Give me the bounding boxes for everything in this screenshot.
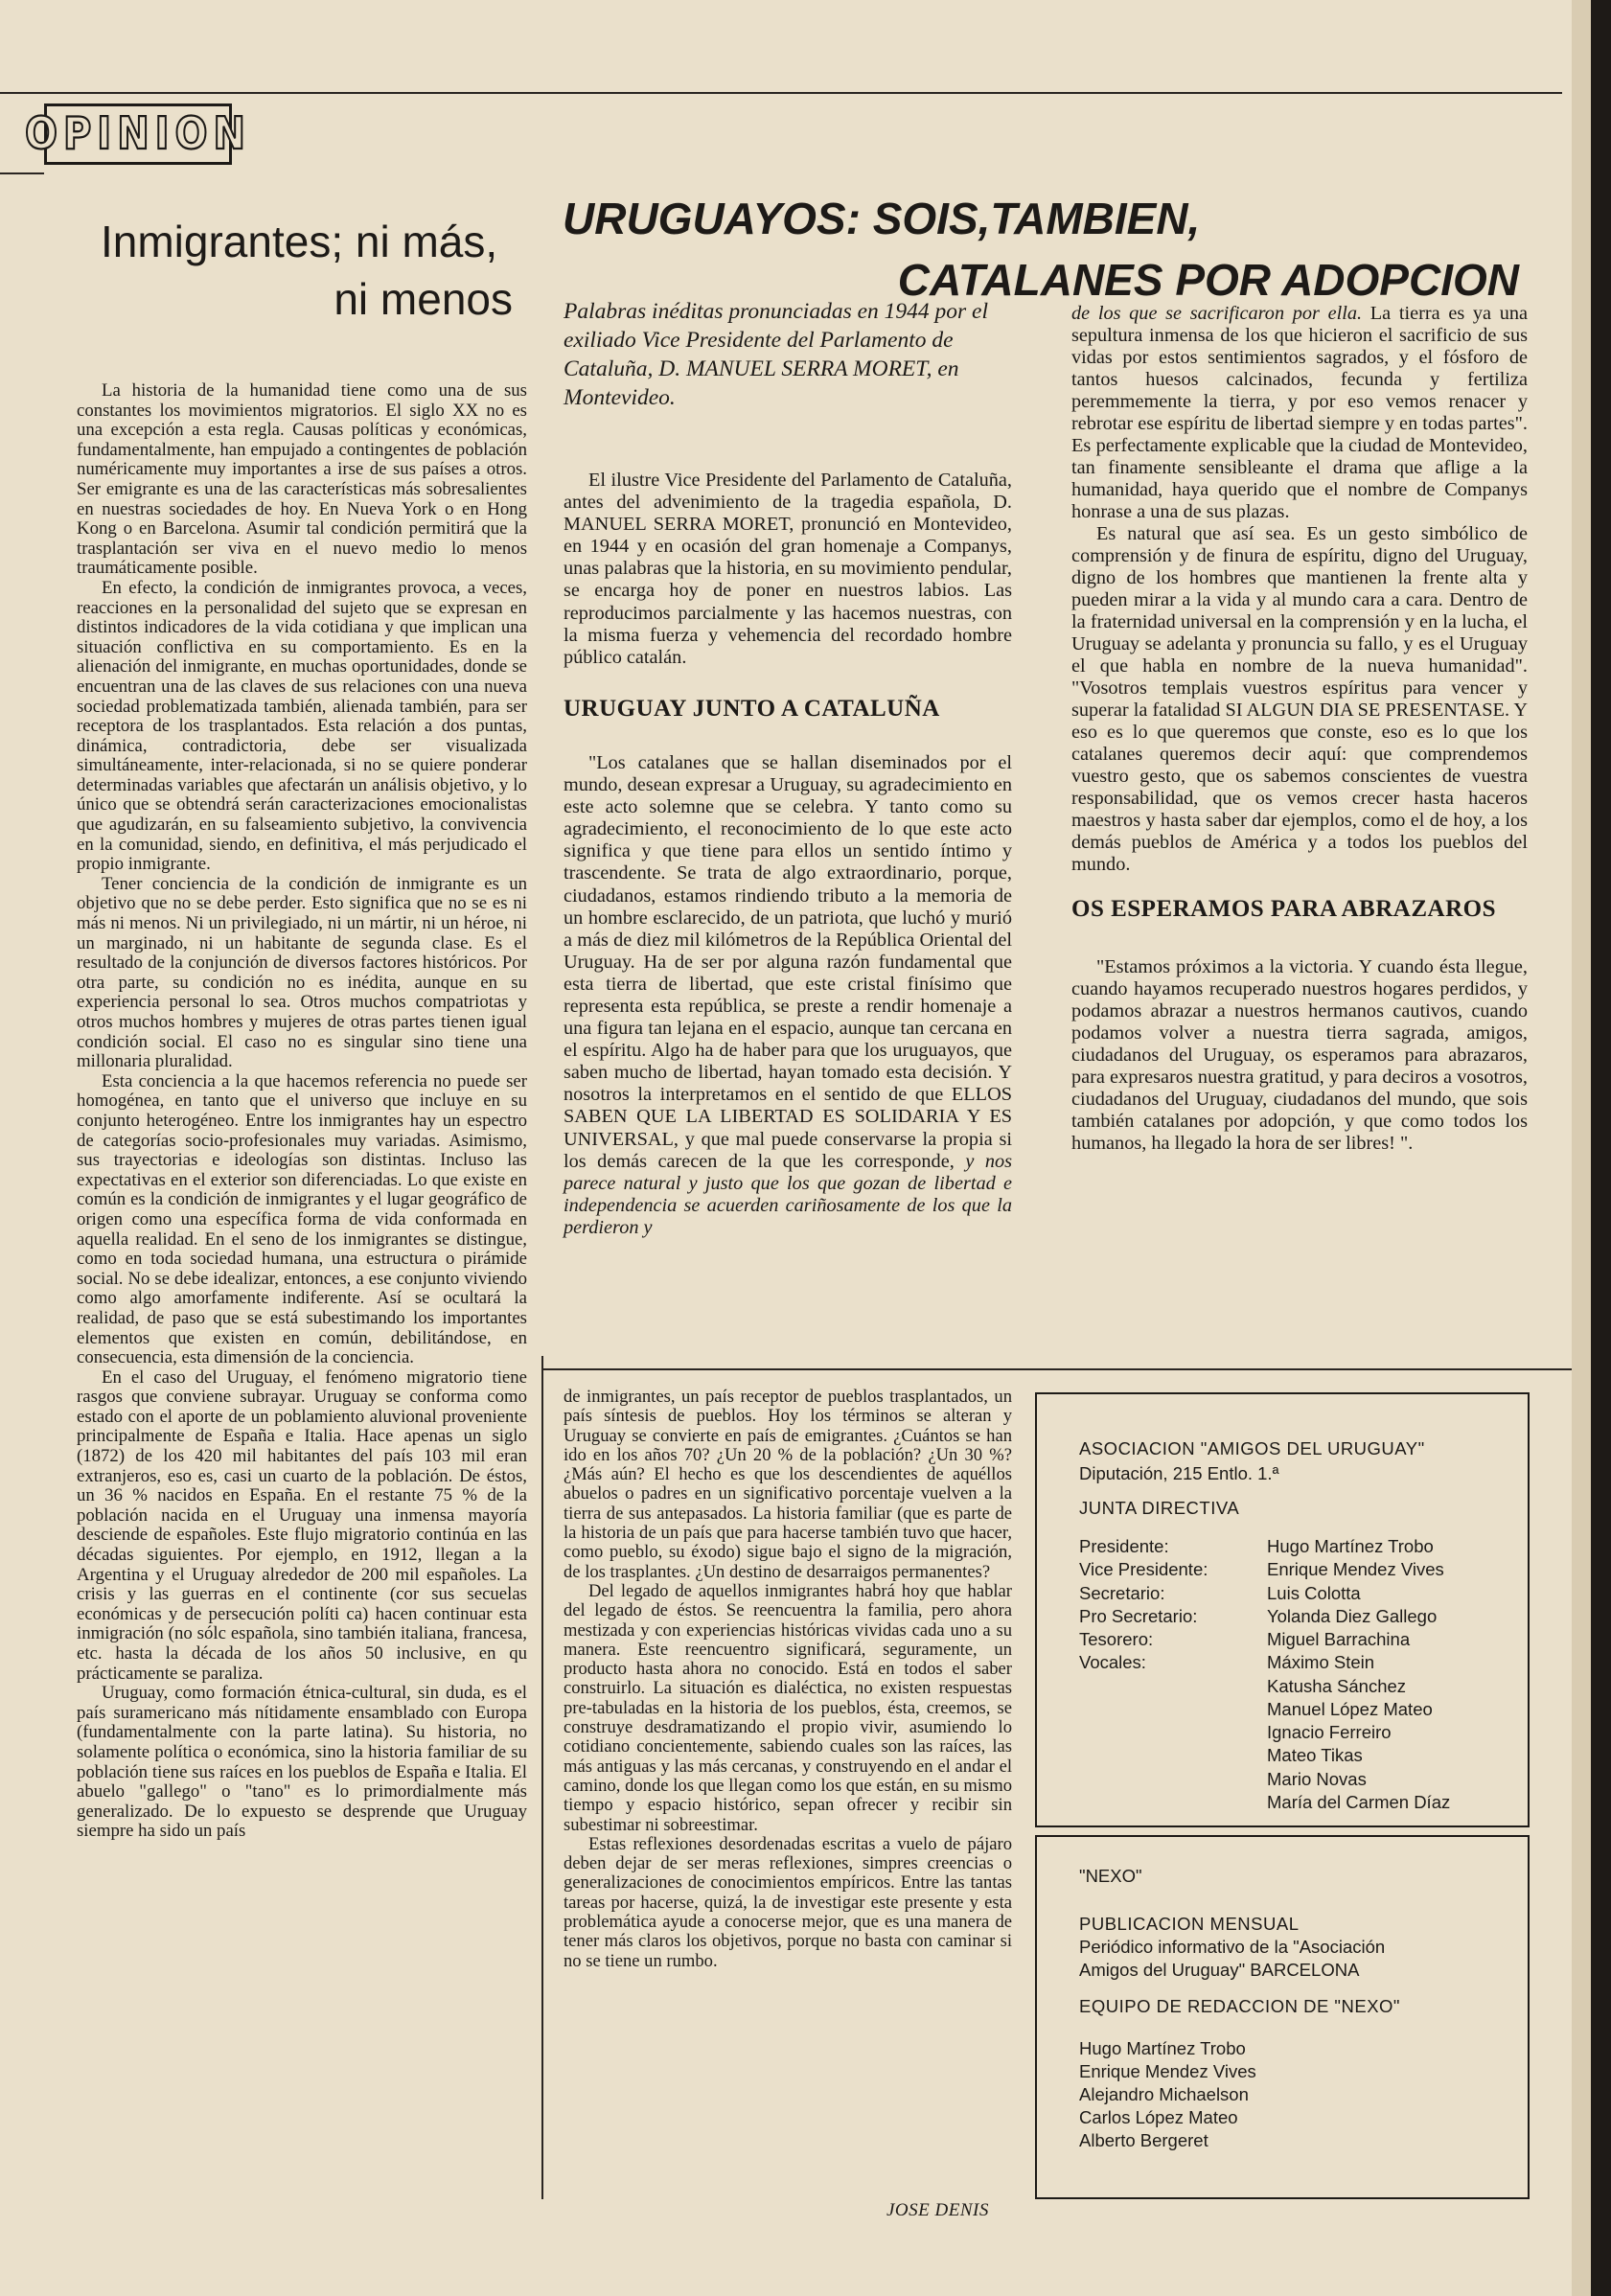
left-article-title xyxy=(101,213,513,328)
left-title-line2: ni menos xyxy=(334,274,513,324)
section-label: OPINION xyxy=(24,108,252,160)
continuation-paragraph: de inmigrantes, un país receptor de pueblos trasplantados, un país síntesis de pueblos. Hoy los términos se alteran y Uruguay se convierte en país de emigrantes. ¿Cuántos se han ido en los años 70? ¿Un 20 % de la población? ¿Un 30 %? ¿Más aún? El hecho es que los descendientes de aquéllos abuelos o padres en un significativo porcentaje vuelven a la tierra de sus antepasados. La historia familiar (que es parte de la historia de un país que para hacerse también tuvo que hacer, como pueblo, su éxodo) sigue bajo el signo de la migración, de los trasplantes. ¿Un destino de desarraigos permanentes? xyxy=(564,1387,1012,1582)
member-role: Tesorero: xyxy=(1079,1629,1154,1649)
member-role: Pro Secretario: xyxy=(1079,1606,1198,1626)
member-name: Mateo Tikas xyxy=(1267,1745,1363,1765)
continued-text: La tierra es ya una sepultura inmensa de los que hicieron el sacrificio de sus vidas por estos sentimientos sagrados, y el fósforo de tantos huesos calcinados, fecunda y fertiliza peremmemente la tierra, y por eso vemos renacer y rebrotar ese espíritu de libertad siempre y en todas partes". Es perfectamente explicable que la ciudad de Montevideo, tan finamente sensibleante el drama que aflige a la humanidad, haya querido que el nombre de Companys honrase a una de sus plazas. xyxy=(1071,303,1528,522)
member-name: Mario Novas xyxy=(1267,1769,1367,1789)
member-role: Vocales: xyxy=(1079,1652,1146,1672)
section-heading-uruguay-cataluna: URUGUAY JUNTO A CATALUÑA xyxy=(564,695,940,722)
section-label-box xyxy=(24,103,252,165)
member-name: Katusha Sánchez xyxy=(1267,1676,1407,1696)
continuation-paragraph: Del legado de aquellos inmigrantes habrá hoy que hablar del legado de éstos. Se reencuentra la familia, pero ahora mestizada y con experiencias históricas vividas cada uno a su manera. Este reencuentro significará, seguramente, un producto hasta ahora no conocido. Está en todos el saber construirlo. La situación es dialéctica, no existen respuestas pre-tabuladas en la historia de los pueblos, ésta, creemos, se construye desdramatizando el propio vivir, asumiendo lo cotidiano concientemente, sabiendo cuales son las raíces, las más antiguas y las más cercanas, y construyendo en el andar el camino, donde los que llegan como los que están, en su mismo tiempo y espacio histórico, sepan ofrecer y recibir sin subestimar ni sobreestimar. xyxy=(564,1580,1012,1835)
quote-italic-end: y nos parece natural y justo que los que gozan de libertad e independencia se acuerden cariñosamente de los que la perdieron y xyxy=(564,1150,1013,1238)
left-article-continuation xyxy=(564,1388,1012,1971)
headline-line2: CATALANES POR ADOPCION xyxy=(897,255,1519,305)
top-rule-left xyxy=(0,92,29,94)
member-role: Vice Presidente: xyxy=(1079,1559,1208,1579)
member-name: Luis Colotta xyxy=(1267,1583,1361,1603)
editorial-heading: EQUIPO DE REDACCION DE "NEXO" xyxy=(1079,1996,1400,2016)
association-title: ASOCIACION "AMIGOS DEL URUGUAY" xyxy=(1079,1438,1425,1458)
section-divider xyxy=(542,1368,1572,1370)
editor-name: Alejandro Michaelson xyxy=(1079,2084,1249,2104)
editor-name: Carlos López Mateo xyxy=(1079,2107,1238,2127)
continued-paragraph xyxy=(1071,303,1528,523)
quote-paragraph xyxy=(564,752,1012,1239)
board-heading: JUNTA DIRECTIVA xyxy=(1079,1498,1240,1518)
left-paragraph: Esta conciencia a la que hacemos referencia no puede ser homogénea, en tanto que el universo que incluye en su conjunto heterogéneo. Entre los inmigrantes hay un espectro de categorías socio-profesionales muy variadas. Asimismo, sus trayectorias e ideologías son distintas. Incluso las expectativas en el exterior son diferenciadas. Lo que existe en común es la condición de inmigrantes y el lugar geográfico de origen como una específica forma de vida conformada en aquella realidad. En el seno de los inmigrantes se distingue, como en toda sociedad humana, una estructura o pirámide social. No se debe idealizar, entonces, a ese conjunto viviendo como algo amorfamente indiferente. Así se ocultará la realidad, de paso que se está subestimando los importantes elementos que existen en común, debilitándose, en consecuencia, esta dimensión de la conciencia. xyxy=(77,1070,527,1368)
top-rule xyxy=(29,92,1562,94)
main-headline xyxy=(551,188,1529,310)
main-article-column1 xyxy=(564,470,1012,1239)
member-name: Ignacio Ferreiro xyxy=(1267,1722,1392,1742)
nexo-publication: PUBLICACION MENSUAL xyxy=(1079,1914,1300,1934)
italic-start: de los que se sacrificaron por ella. xyxy=(1071,303,1363,324)
member-name: Hugo Martínez Trobo xyxy=(1267,1536,1434,1556)
binding-edge xyxy=(1572,0,1591,2296)
member-name: Enrique Mendez Vives xyxy=(1267,1559,1444,1579)
association-info-box xyxy=(1035,1392,1530,1827)
nexo-description-line1: Periódico informativo de la "Asociación xyxy=(1079,1937,1386,1957)
left-paragraph: En el caso del Uruguay, el fenómeno migratorio tiene rasgos que conviene subrayar. Uruguay se conforma como estado con el aporte de un poblamiento aluvional proveniente principalmente de España e Italia. Hace apenas un siglo (1872) de los 420 mil habitantes del país 103 mil eran extranjeros, eso es, casi un cuarto de la población. De éstos, un 36 % nacidos en España. En el restante 75 % de la población nacida en el Uruguay una inmensa mayoría desciende de españoles. Este flujo migratorio continúa en las décadas siguientes. Por ejemplo, en 1912, llegan a la Argentina y el Uruguay alrededor de 200 mil españoles. La crisis y las guerras en el continente (cor sus secuelas económicas y de persecución políti ca) hacen continuar esta inmigración (no sólc española, sino también italiana, francesa, etc. hasta la década de los años 50 inclusive, en qu prácticamente se paraliza. xyxy=(77,1366,527,1684)
left-paragraph: Tener conciencia de la condición de inmigrante es un objetivo que no se debe perder. Esto significa que no se es ni más ni menos. Ni un privilegiado, ni un mártir, ni un héroe, ni un marginado, ni un habitante de segunda clase. Es el resultado de la conjunción de diversos factores históricos. Por otra parte, su condición no es inédita, aunque en su experiencia personal lo sea. Otros muchos compatriotas y otros muchos hombres y mujeres de otras partes tienen igual condición social. El caso no es singular sino tiene una millonaria pluralidad. xyxy=(77,873,527,1072)
left-title-line1: Inmigrantes; ni más, xyxy=(101,217,498,266)
association-address: Diputación, 215 Entlo. 1.ª xyxy=(1079,1463,1279,1483)
main-article-column2 xyxy=(1071,303,1528,1155)
member-name: María del Carmen Díaz xyxy=(1267,1792,1451,1812)
left-article-body xyxy=(77,381,527,1842)
right-paragraph: Es natural que así sea. Es un gesto simbólico de comprensión y de finura de espíritu, digno del Uruguay, digno de los hombres que mantienen la frente alta y pueden mirar a la vida y al mundo cara a cara. Dentro de la fraternidad universal en la comprensión y en la lucha, el Uruguay se adelanta y pronuncia su fallo, y es el Uruguay el que habla en nombre de la nueva humanidad". "Vosotros templais vuestros espíritus para vencer y superar la fatalidad SI ALGUN DIA SE PRESENTASE. Y eso es lo que queremos que conste, eso es lo que los catalanes queremos decir aquí: que comprendemos vuestro gesto, que os sabemos conscientes de vuestra responsabilidad, que os vemos crecer hasta haceros maestros y hasta saber dar ejemplos, como el de hoy, a los demás pueblos de América y a todos los pueblos del mundo. xyxy=(1071,523,1528,875)
headline-line1: URUGUAYOS: SOIS,TAMBIEN, xyxy=(563,194,1201,243)
member-name: Manuel López Mateo xyxy=(1267,1699,1433,1719)
author-signature: JOSE DENIS xyxy=(886,2200,989,2220)
member-role: Secretario: xyxy=(1079,1583,1165,1603)
section-heading-os-esperamos: OS ESPERAMOS PARA ABRAZAROS xyxy=(1071,896,1496,922)
left-paragraph: La historia de la humanidad tiene como una de sus constantes los movimientos migratorios. El siglo XX no es una excepción a esta regla. Causas políticas y económicas, fundamentalmente, han empujado a contingentes de población numéricamente muy importantes a irse de sus países a otros. Ser emigrante es una de las características más sobresalientes en nuestras sociedades de hoy. En Nueva York o en Hong Kong o en Barcelona. Asumir tal condición permitirá que la trasplantación ser viva en el nuevo medio lo menos traumáticamente posible. xyxy=(77,380,527,579)
left-paragraph: Uruguay, como formación étnica-cultural, sin duda, es el país suramericano más nítidamente ensamblado con Europa (fundamentalmente con la parte latina). Su historia, no solamente política o económica, sino la historia familiar de su población tiene sus raíces en los pueblos de España e Italia. El abuelo "gallego" o "tano" es lo primordialmente más generalizado. De lo expuesto se desprende que Uruguay siempre ha sido un país xyxy=(77,1683,527,1842)
nexo-info-box xyxy=(1035,1835,1530,2199)
continuation-paragraph: Estas reflexiones desordenadas escritas a vuelo de pájaro deben dejar de ser meras reflexiones, simpres creencias o generalizaciones de conocimientos empíricos. Entre las tantas tareas por hacerse, quizá, la de investigar este presente y esta problemática ayude a conocerse mejor, que es una manera de tener más claros los objetivos, porque no basta con caminar si no se tiene un rumbo. xyxy=(564,1833,1012,1971)
member-name: Máximo Stein xyxy=(1267,1652,1375,1672)
main-subtitle: Palabras inéditas pronunciadas en 1944 por el exiliado Vice Presidente del Parlamento de Cataluña, D. MANUEL SERRA MORET, en Montevideo. xyxy=(564,299,989,410)
member-name: Yolanda Diez Gallego xyxy=(1267,1606,1438,1626)
under-opinion-rule xyxy=(0,172,44,174)
editor-name: Enrique Mendez Vives xyxy=(1079,2061,1256,2081)
left-paragraph: En efecto, la condición de inmigrantes provoca, a veces, reacciones en la personalidad del sujeto que se expresan en distintos indicadores de la vida cotidiana y que implican una situación conflictiva en su comportamiento. Es en la alienación del inmigrante, en muchas oportunidades, donde se encuentran una de las claves de sus relaciones con una nueva sociedad problematizada también, alienada también, para ser receptora de los trasplantados. Esta relación a dos puntas, dinámica, contradictoria, debe ser visualizada simultáneamente, inter-relacionada, si no se quiere ponderar determinadas variables que afectarán un análisis objetivo, y lo único que se obtendrá serán caracterizaciones emocionalistas que agudizarán, en su falseamiento subjetivo, la convivencia en la comunidad, siendo, en definitiva, el más perjudicado el propio inmigrante. xyxy=(77,577,527,875)
editor-name: Hugo Martínez Trobo xyxy=(1079,2038,1246,2058)
column-divider xyxy=(541,1356,543,2199)
nexo-name: "NEXO" xyxy=(1079,1866,1142,1886)
nexo-description-line2: Amigos del Uruguay" BARCELONA xyxy=(1079,1960,1360,1980)
intro-paragraph: El ilustre Vice Presidente del Parlamento de Cataluña, antes del advenimiento de la tragedia española, D. MANUEL SERRA MORET, pronunció en Montevideo, en 1944 y en ocasión del gran homenaje a Companys, unas palabras que la historia, en su movimiento pendular, se encarga hoy de poner en nuestros labios. Las reproducimos parcialmente y las hacemos nuestras, con la misma fuerza y vehemencia del recordado hombre público catalán. xyxy=(564,470,1012,668)
quote-text: "Los catalanes que se hallan diseminados por el mundo, desean expresar a Uruguay, su agradecimiento en este acto solemne que se celebra. Y tanto como su agradecimiento, el reconocimiento de lo que este acto significa y que tiene para ellos un sentido íntimo y trascendente. Se trata de algo extraordinario, porque, ciudadanos, estamos rindiendo tributo a la memoria de un hombre esclarecido, de un patriota, que luchó y murió a más de diez mil kilómetros de la República Oriental del Uruguay. Ha de ser por alguna razón fundamental que esta tierra de libertad, que este cristal finísimo que representa esta república, se preste a rendir homenaje a una figura tan lejana en el espacio, aunque tan cercana en el espíritu. Algo ha de haber para que los uruguayos, que saben mucho de libertad, hayan tomado esta decisión. Y nosotros la interpretamos en el sentido de que ELLOS SABEN QUE LA LIBERTAD ES SOLIDARIA Y ES UNIVERSAL, y que mal puede conservarse la propia si los demás carecen de la que les corresponde, xyxy=(564,751,1012,1172)
member-name: Miguel Barrachina xyxy=(1267,1629,1411,1649)
editor-name: Alberto Bergeret xyxy=(1079,2130,1208,2150)
closing-quote: "Estamos próximos a la victoria. Y cuando ésta llegue, cuando hayamos recuperado nuestros hogares perdidos, y podamos abrazar a nuestros hermanos cautivos, cuando podamos volver a nuestra tierra sagrada, amigos, ciudadanos del Uruguay, os esperamos para abrazaros, para expresaros nuestra gratitud, y para deciros a vosotros, ciudadanos del Uruguay, ciudadanos del mundo, que sois también catalanes por adopción, y que como todos los humanos, ha llegado la hora de ser libres! ". xyxy=(1071,956,1528,1154)
member-role: Presidente: xyxy=(1079,1536,1169,1556)
